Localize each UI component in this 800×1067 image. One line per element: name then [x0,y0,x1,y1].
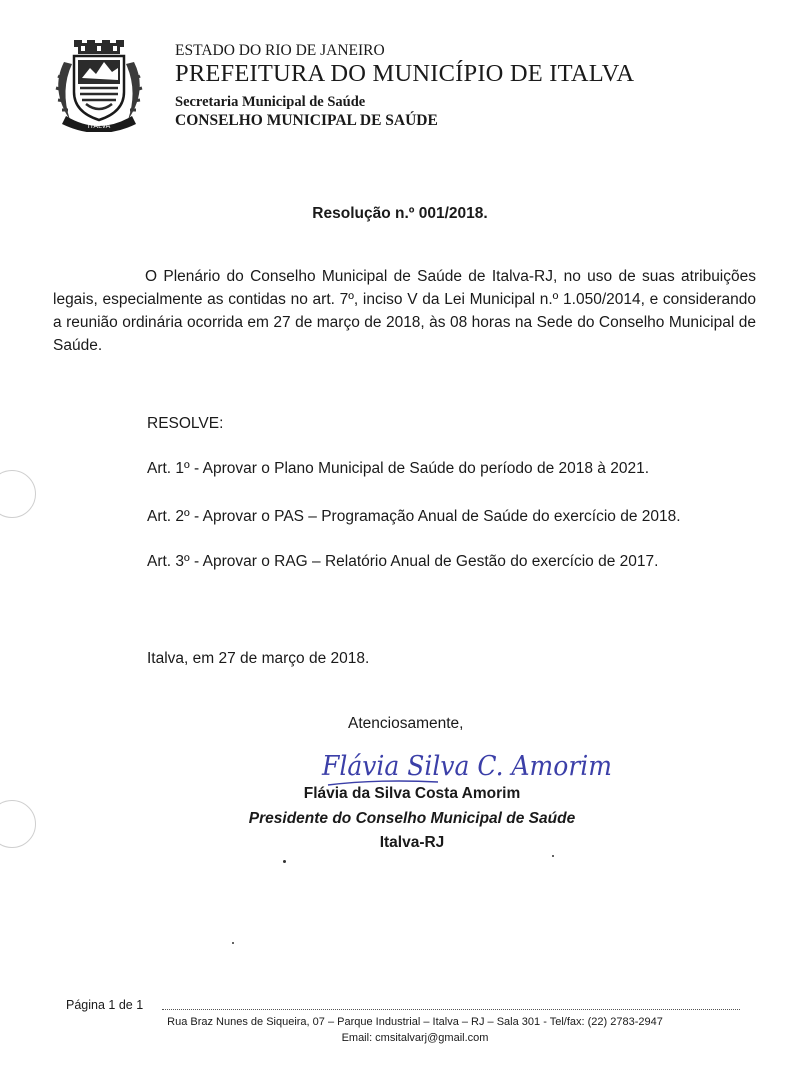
signer-role: Presidente do Conselho Municipal de Saúde [248,810,576,827]
header-state: ESTADO DO RIO DE JANEIRO [175,42,385,59]
resolution-paragraph-text: O Plenário do Conselho Municipal de Saúde de Italva-RJ, no uso de suas atribuições legais, especialmente as contidas no art. 7º, inciso V da Lei Municipal n.º 1.050/2014, e considerando a reunião ordinária ocorrida em 27 de março de 2018, às 08 horas na Sede do Conselho Municipal de Saúde. [53,268,756,354]
article-1: Art. 1º - Aprovar o Plano Municipal de Saúde do período de 2018 à 2021. [147,460,650,477]
header-prefecture: PREFEITURA DO MUNICÍPIO DE ITALVA [175,60,635,87]
footer-dotted-rule [162,1009,740,1010]
punch-hole [0,470,36,518]
resolve-heading: RESOLVE: [147,415,224,432]
resolution-paragraph [53,265,756,357]
scan-speck [552,855,554,857]
svg-text:ITALVA: ITALVA [87,123,111,130]
scan-speck [283,860,286,863]
scan-speck [232,942,234,944]
footer-email: Email: cmsitalvarj@gmail.com [341,1032,489,1044]
header-council: CONSELHO MUNICIPAL DE SAÚDE [175,112,438,129]
signature-scrawl: Flávia Silva C. Amorim [321,751,612,782]
footer-page-number: Página 1 de 1 [66,998,144,1012]
closing-salutation: Atenciosamente, [348,715,464,732]
signer-city: Italva-RJ [379,834,445,851]
municipal-crest-logo [50,40,148,132]
article-2: Art. 2º - Aprovar o PAS – Programação Anual de Saúde do exercício de 2018. [147,508,681,525]
footer-address: Rua Braz Nunes de Siqueira, 07 – Parque Industrial – Italva – RJ – Sala 301 - Tel/fax: (22) 2783-2947 [167,1016,663,1028]
city-date: Italva, em 27 de março de 2018. [147,650,370,667]
article-3: Art. 3º - Aprovar o RAG – Relatório Anual de Gestão do exercício de 2017. [147,553,659,570]
signer-name: Flávia da Silva Costa Amorim [303,785,521,802]
header-secretariat: Secretaria Municipal de Saúde [175,94,366,110]
resolution-title: Resolução n.º 001/2018. [312,205,488,222]
